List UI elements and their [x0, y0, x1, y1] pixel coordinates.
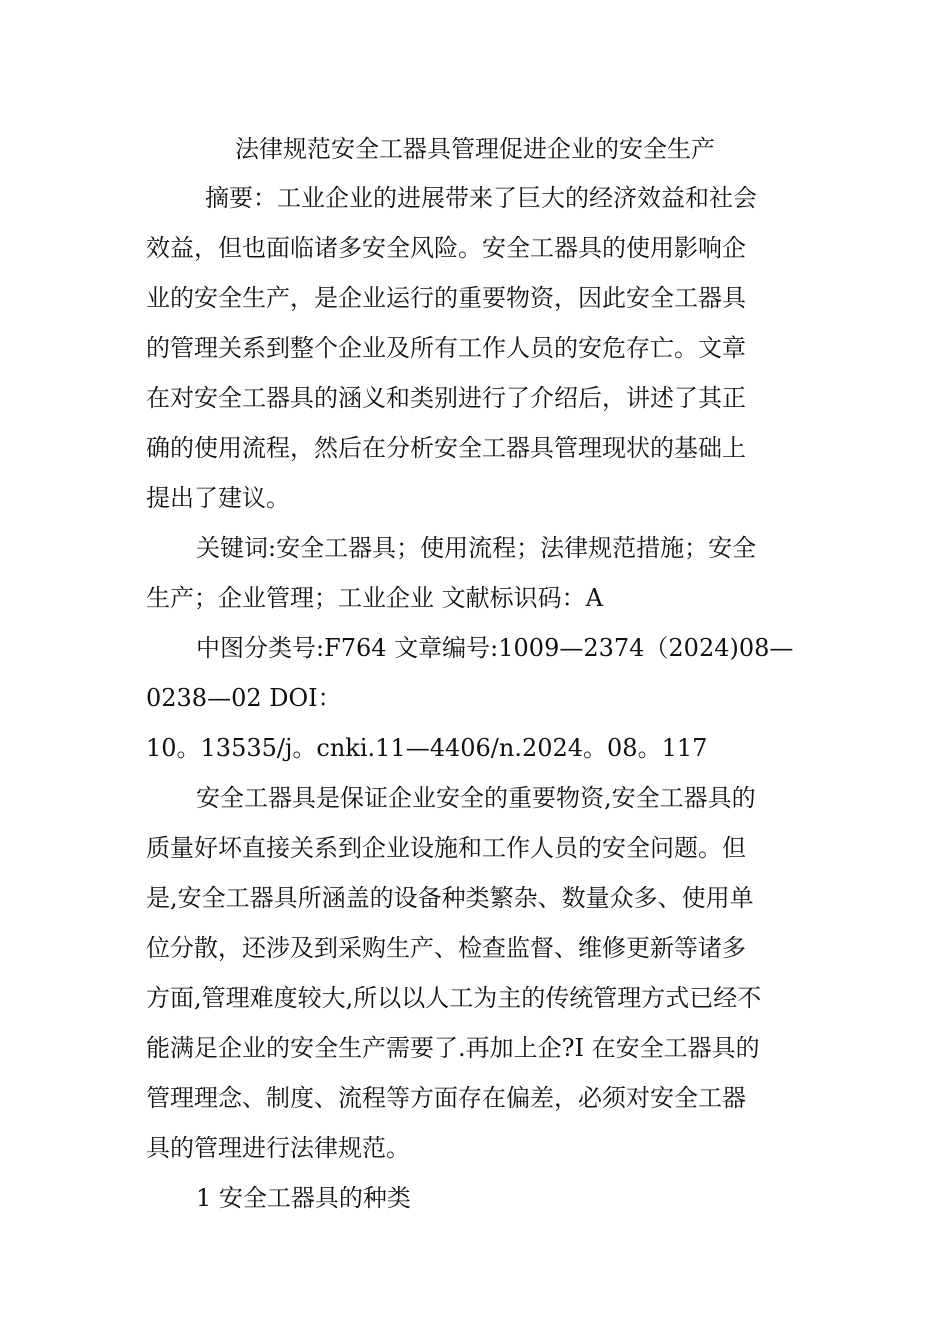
- abstract-line: 效益，但也面临诸多安全风险。安全工器具的使用影响企: [146, 234, 746, 262]
- abstract-line: 提出了建议。: [146, 484, 290, 512]
- abstract-line: 摘要：工业企业的进展带来了巨大的经济效益和社会: [205, 184, 757, 212]
- body-line: 位分散，还涉及到采购生产、检查监督、维修更新等诸多: [146, 934, 746, 962]
- document-title: 法律规范安全工器具管理促进企业的安全生产: [235, 135, 715, 163]
- classification-line: 中图分类号:F764 文章编号:1009—2374（2024)08—: [196, 634, 794, 662]
- keywords-line: 关键词:安全工器具；使用流程；法律规范措施；安全: [196, 534, 757, 562]
- doi-line: 10。13535/j。cnki.11—4406/n.2024。08。117: [146, 734, 708, 762]
- abstract-line: 的管理关系到整个企业及所有工作人员的安危存亡。文章: [146, 334, 746, 362]
- section-heading: 1 安全工器具的种类: [196, 1184, 411, 1212]
- body-line: 方面,管理难度较大,所以以人工为主的传统管理方式已经不: [146, 984, 762, 1012]
- abstract-line: 业的安全生产，是企业运行的重要物资，因此安全工器具: [146, 284, 746, 312]
- keywords-line: 生产；企业管理；工业企业 文献标识码：A: [146, 584, 603, 612]
- body-line: 质量好坏直接关系到企业设施和工作人员的安全问题。但: [146, 834, 746, 862]
- abstract-line: 确的使用流程，然后在分析安全工器具管理现状的基础上: [146, 434, 746, 462]
- body-line: 管理理念、制度、流程等方面存在偏差，必须对安全工器: [146, 1084, 746, 1112]
- classification-line: 0238—02 DOI：: [146, 684, 342, 712]
- abstract-line: 在对安全工器具的涵义和类别进行了介绍后，讲述了其正: [146, 384, 746, 412]
- body-line: 是,安全工器具所涵盖的设备种类繁杂、数量众多、使用单: [146, 884, 754, 912]
- body-line: 能满足企业的安全生产需要了.再加上企?I 在安全工器具的: [146, 1034, 760, 1062]
- body-line: 具的管理进行法律规范。: [146, 1134, 410, 1162]
- body-line: 安全工器具是保证企业安全的重要物资,安全工器具的: [196, 784, 756, 812]
